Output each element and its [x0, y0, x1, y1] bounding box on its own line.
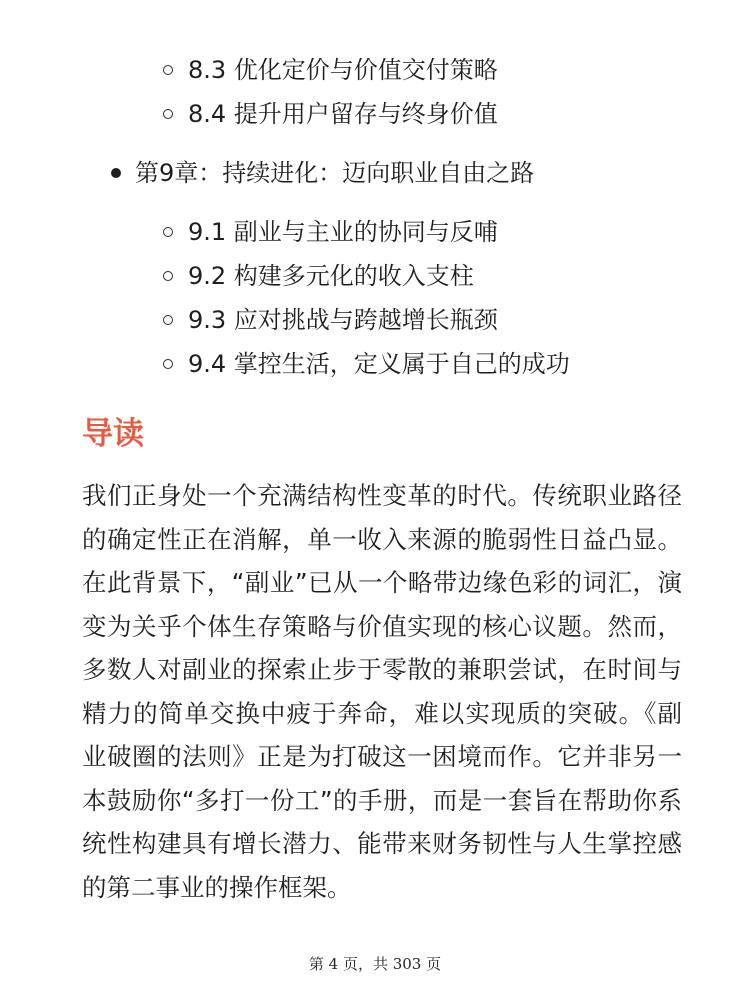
- page-number-footer: 第 4 页，共 303 页: [308, 955, 442, 973]
- section-paragraph: 我们正身处一个充满结构性变革的时代。传统职业路径的确定性正在消解，单一收入来源的脆弱性日益凸显。在此背景下，“副业”已从一个略带边缘色彩的词汇，演变为关乎个体生存策略与价值实现的核心议题。然而，多数人对副业的探索止步于零散的兼职尝试，在时间与精力的简单交换中疲于奔命，难以实现质的突破。《副业破圈的法则》正是为打破这一困境而作。它并非另一本鼓励你“多打一份工”的手册，而是一套旨在帮助你系统性构建具有增长潜力、能带来财务韧性与人生掌控感的第二事业的操作框架。: [82, 481, 682, 902]
- toc-item-label: 9.2 构建多元化的收入支柱: [188, 262, 474, 290]
- hollow-bullet-icon: [163, 227, 173, 237]
- filled-bullet-icon: [111, 168, 121, 178]
- toc-item-8-4: [0, 92, 750, 136]
- toc-item-label: 8.4 提升用户留存与终身价值: [188, 100, 498, 128]
- toc-item-9-2: [0, 254, 750, 298]
- toc-chapter-9: [0, 151, 750, 195]
- hollow-bullet-icon: [163, 65, 173, 75]
- hollow-bullet-icon: [163, 271, 173, 281]
- toc-item-label: 9.3 应对挑战与跨越增长瓶颈: [188, 306, 498, 334]
- toc-item-9-1: [0, 210, 750, 254]
- toc-item-label: 8.3 优化定价与价值交付策略: [188, 56, 498, 84]
- hollow-bullet-icon: [163, 359, 173, 369]
- toc-item-8-3: [0, 48, 750, 92]
- section-heading: 导读: [82, 416, 144, 452]
- toc-item-9-4: [0, 342, 750, 386]
- toc-item-label: 9.1 副业与主业的协同与反哺: [188, 218, 498, 246]
- hollow-bullet-icon: [163, 315, 173, 325]
- toc-item-9-3: [0, 298, 750, 342]
- toc-chapter-label: 第9章：持续进化：迈向职业自由之路: [135, 159, 535, 187]
- toc-item-label: 9.4 掌控生活，定义属于自己的成功: [188, 350, 570, 378]
- hollow-bullet-icon: [163, 109, 173, 119]
- table-of-contents: [0, 48, 750, 386]
